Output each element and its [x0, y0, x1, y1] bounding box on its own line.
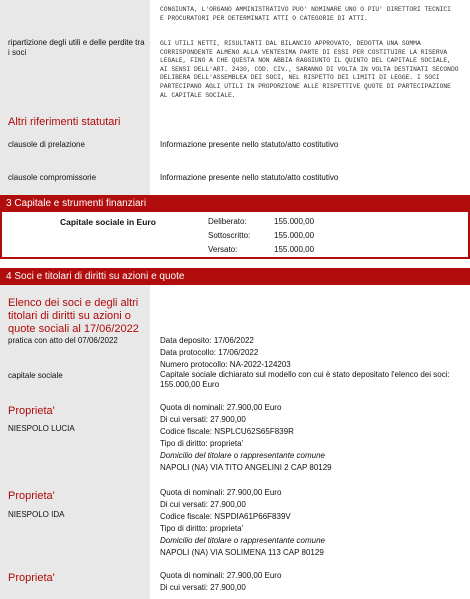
socio-2-tipo-diritto: Tipo di diritto: proprieta'	[160, 524, 244, 533]
capitale-sociale-label: Capitale sociale in Euro	[60, 217, 156, 227]
socio-2-quota: Quota di nominali: 27.900,00 Euro	[160, 488, 282, 497]
capitale-box	[0, 212, 470, 259]
socio-2-name: NIESPOLO IDA	[8, 510, 65, 519]
left-column-bg	[0, 0, 150, 197]
numero-protocollo: Numero protocollo: NA-2022-124203	[160, 360, 291, 369]
deliberato-label: Deliberato:	[208, 217, 247, 226]
socio-2-versati: Di cui versati: 27.900,00	[160, 500, 246, 509]
section-3-header: 3 Capitale e strumenti finanziari	[0, 195, 470, 212]
socio-2-domicilio: Domicilio del titolare o rappresentante comune	[160, 536, 325, 545]
deliberato-value: 155.000,00	[274, 217, 315, 226]
intro-clause-text: CONGIUNTA, L'ORGANO AMMINISTRATIVO PUO' NOMINARE UNO O PIU' DIRETTORI TECNICI E PROCURATORI PER DETERMINATI ATTI O CATEGORIE DI ATTI.	[160, 6, 451, 22]
clausole-compromissorie-value: Informazione presente nello statuto/atto costitutivo	[160, 173, 339, 182]
socio-1-heading: Proprieta'	[8, 405, 55, 417]
capitale-sociale-row-label: capitale sociale	[8, 371, 63, 380]
data-protocollo: Data protocollo: 17/06/2022	[160, 348, 259, 357]
ripartizione-label: ripartizione degli utili e delle perdite tra i soci	[8, 38, 145, 57]
data-deposito: Data deposito: 17/06/2022	[160, 336, 254, 345]
socio-2-indirizzo: NAPOLI (NA) VIA SOLIMENA 113 CAP 80129	[160, 548, 324, 557]
socio-2-heading: Proprieta'	[8, 490, 55, 502]
socio-1-domicilio: Domicilio del titolare o rappresentante comune	[160, 451, 325, 460]
socio-1-quota: Quota di nominali: 27.900,00 Euro	[160, 403, 282, 412]
clausole-prelazione-value: Informazione presente nello statuto/atto costitutivo	[160, 140, 339, 149]
socio-3-versati: Di cui versati: 27.900,00	[160, 583, 246, 592]
section-4-header: 4 Soci e titolari di diritti su azioni e quote	[0, 268, 470, 285]
socio-1-versati: Di cui versati: 27.900,00	[160, 415, 246, 424]
ripartizione-text: GLI UTILI NETTI, RISULTANTI DAL BILANCIO APPROVATO, DEDOTTA UNA SOMMA CORRISPONDENTE ALMENO ALLA VENTESIMA PARTE DI ESSI PER COSTITUIRE LA RISERVA LEGALE, FINO A CHE QUESTA NON ABBIA RAGGIUNTO IL QUINTO DEL CAPITALE SOCIALE, AI SENSI DELL'ART. 2430, COD. CIV., SARANNO DI VOLTA IN VOLTA DESTINATI SECONDO DELIBERA DELL'ASSEMBLEA DEI SOCI, NEL RISPETTO DEI LIMITI DI LEGGE. I SOCI PARTECIPANO AGLI UTILI IN PROPORZIONE ALLE RISPETTIVE QUOTE DI PARTECIPAZIONE AL CAPITALE SOCIALE.	[160, 40, 459, 99]
altri-riferimenti-title: Altri riferimenti statutari	[8, 116, 121, 128]
clausole-compromissorie-label: clausole compromissorie	[8, 173, 97, 182]
elenco-soci-title: Elenco dei soci e degli altri titolari di diritti su azioni o quote sociali al 17/06/2022	[8, 297, 139, 335]
socio-3-quota: Quota di nominali: 27.900,00 Euro	[160, 571, 282, 580]
socio-1-tipo-diritto: Tipo di diritto: proprieta'	[160, 439, 244, 448]
sottoscritto-label: Sottoscritto:	[208, 231, 251, 240]
socio-1-codice-fiscale: Codice fiscale: NSPLCU62S65F839R	[160, 427, 294, 436]
socio-1-indirizzo: NAPOLI (NA) VIA TITO ANGELINI 2 CAP 80129	[160, 463, 332, 472]
versato-label: Versato:	[208, 245, 238, 254]
sottoscritto-value: 155.000,00	[274, 231, 315, 240]
clausole-prelazione-label: clausole di prelazione	[8, 140, 85, 149]
versato-value: 155.000,00	[274, 245, 315, 254]
socio-3-heading: Proprieta'	[8, 572, 55, 584]
pratica-label: pratica con atto del 07/06/2022	[8, 336, 118, 345]
socio-2-codice-fiscale: Codice fiscale: NSPDIA61P66F839V	[160, 512, 291, 521]
capitale-sociale-row-text: Capitale sociale dichiarato sul modello con cui è stato depositato l'elenco dei soci: 155.000,00 Euro	[160, 370, 450, 389]
socio-1-name: NIESPOLO LUCIA	[8, 424, 75, 433]
